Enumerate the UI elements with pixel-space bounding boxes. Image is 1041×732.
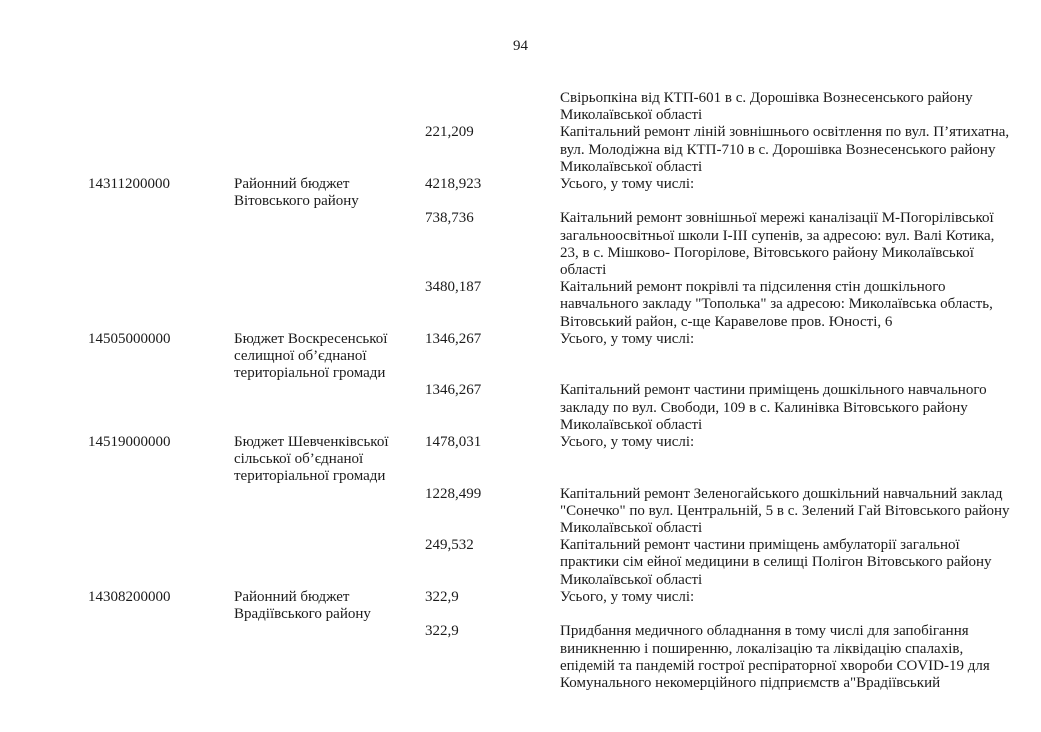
description-cell: Свірьопкіна від КТП-601 в с. Дорошівка Вознесенського району Миколаївської області (560, 90, 973, 124)
budget-name-cell: Районний бюджет Врадіївського району (234, 588, 371, 623)
amount-cell: 3480,187 (425, 279, 482, 296)
budget-code-cell: 14519000000 (88, 434, 171, 451)
description-cell: Капітальний ремонт частини приміщень дошкільного навчального закладу по вул. Свободи, 109 в с. Калинівка Вітовського району Миколаївської області (560, 382, 987, 433)
budget-code-cell: 14505000000 (88, 330, 171, 347)
description-cell: Каітальний ремонт покрівлі та підсилення стін дошкільного навчального закладу "Тополька" за адресою: Миколаївська область, Вітовський район, с-ще Каравелове пров. Юності, 6 (560, 279, 993, 330)
budget-code-cell: 14311200000 (88, 176, 170, 193)
description-cell: Капітальний ремонт ліній зовнішнього освітлення по вул. П’ятихатна, вул. Молодіжна від КТП-710 в с. Дорошівка Вознесенського району Миколаївської області (560, 124, 1010, 175)
table-row (88, 331, 1013, 383)
amount-cell: 738,736 (425, 210, 474, 227)
amount-cell: 1478,031 (425, 434, 482, 451)
table-row (88, 623, 1013, 692)
table-row (88, 486, 1013, 538)
page-number: 94 (513, 38, 528, 54)
amount-cell: 1346,267 (425, 382, 482, 399)
description-cell: Каітальний ремонт зовнішньої мережі каналізації М-Погорілівської загальноосвітньої школи І-ІІІ супенів, за адресою: вул. Валі Котика, 23, в с. Мішково- Погорілове, Вітовського району Миколаївської області (560, 210, 995, 279)
budget-name-cell: Бюджет Воскресенської селищної об’єднаної територіальної громади (234, 330, 388, 382)
description-cell: Придбання медичного обладнання в тому числі для запобігання виникненню і поширенню, локалізацію та ліквідацію спалахів, епідемій та пандемій гострої респіраторної хвороби COVID-19 для Комунального некомерційного підприємств а"Врадіївський (560, 623, 990, 691)
description-cell: Капітальний ремонт частини приміщень амбулаторії загальної практики сім ейної медицини в селищі Полігон Вітовського району Миколаївської області (560, 537, 992, 588)
table-row (88, 382, 1013, 434)
budget-name-cell: Районний бюджет Вітовського району (234, 176, 359, 210)
amount-cell: 1346,267 (425, 330, 482, 347)
table-row (88, 176, 1013, 210)
description-cell: Усього, у тому числі: (560, 434, 695, 451)
budget-code-cell: 14308200000 (88, 588, 171, 605)
budget-table (88, 90, 1013, 692)
amount-cell: 221,209 (425, 124, 474, 141)
description-cell: Усього, у тому числі: (560, 588, 695, 605)
table-row (88, 537, 1013, 589)
description-cell: Усього, у тому числі: (560, 330, 695, 347)
table-row (88, 434, 1013, 486)
description-cell: Капітальний ремонт Зеленогайського дошкільний навчальний заклад "Сонечко" по вул. Центральній, 5 в с. Зелений Гай Вітовського району Миколаївської області (560, 485, 1010, 537)
amount-cell: 322,9 (425, 623, 459, 640)
table-row (88, 589, 1013, 623)
amount-cell: 4218,923 (425, 176, 482, 193)
table-row (88, 210, 1013, 279)
table-row (88, 279, 1013, 331)
amount-cell: 249,532 (425, 537, 474, 554)
description-cell: Усього, у тому числі: (560, 176, 695, 193)
budget-name-cell: Бюджет Шевченківської сільської об’єднаної територіальної громади (234, 434, 389, 485)
table-row (88, 124, 1013, 176)
table-row (88, 90, 1013, 124)
amount-cell: 322,9 (425, 588, 459, 605)
amount-cell: 1228,499 (425, 485, 482, 502)
